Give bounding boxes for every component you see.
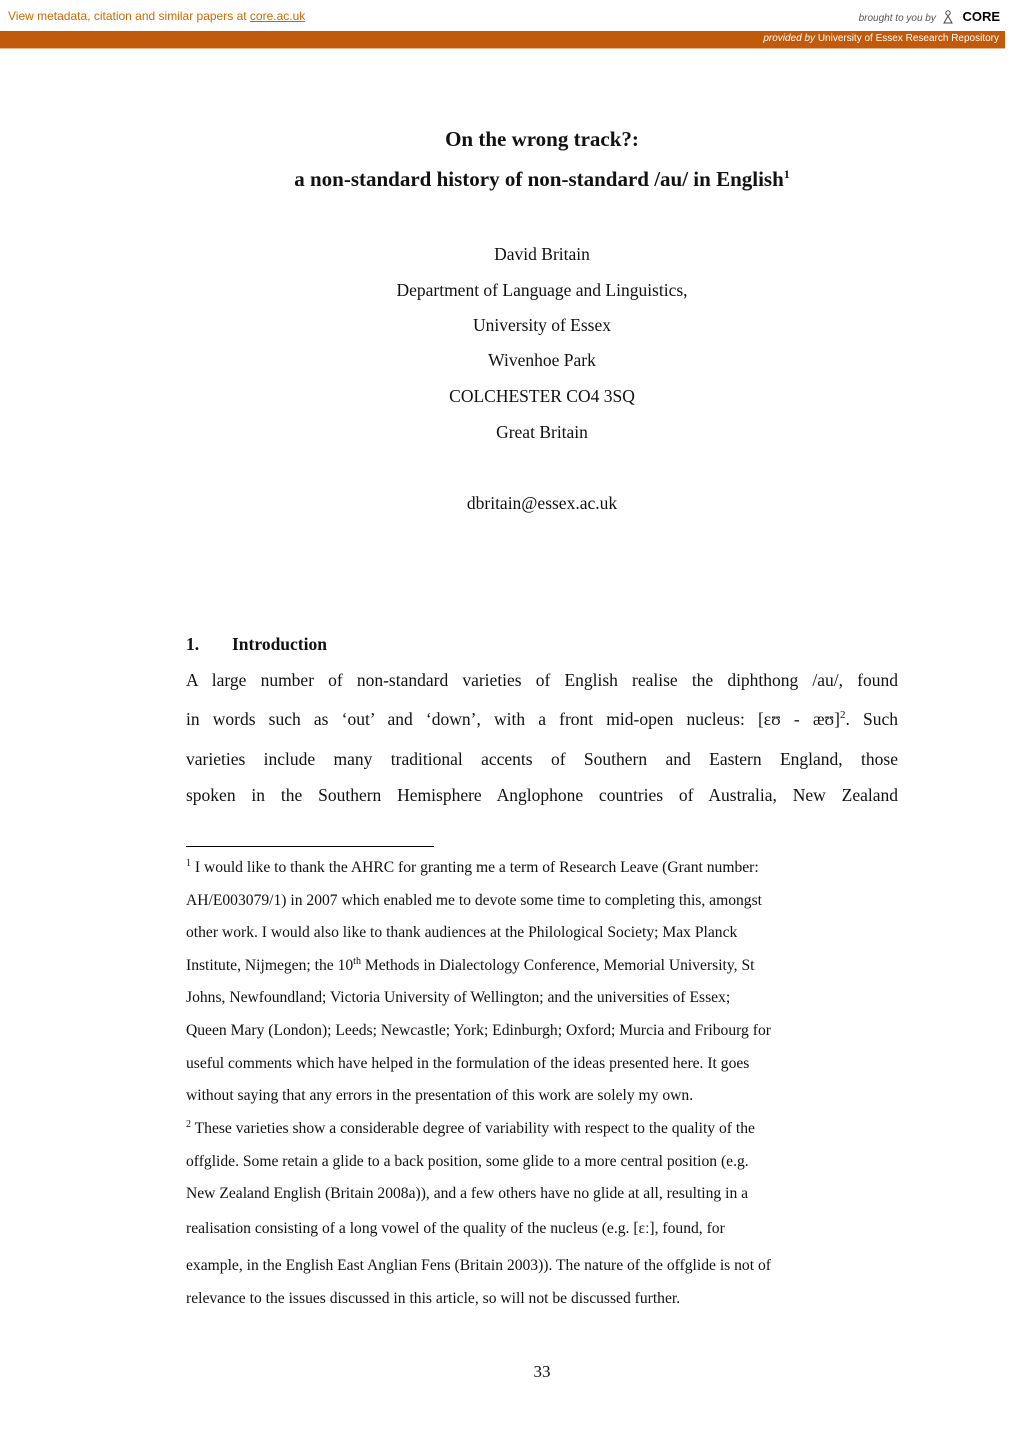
footnote-1-text-4a: Institute, Nijmegen; the 10 xyxy=(186,957,354,974)
provider-text xyxy=(763,33,999,44)
core-banner xyxy=(0,0,1020,31)
footnote-1-text-1: I would like to thank the AHRC for granting me a term of Research Leave (Grant number: xyxy=(191,859,759,876)
title-line-1: On the wrong track?: xyxy=(445,127,639,151)
footnote-1-line-1 xyxy=(186,859,898,877)
core-brought-by xyxy=(859,9,1000,24)
author-university: University of Essex xyxy=(472,315,612,335)
footnote-1-line-8: without saying that any errors in the presentation of this work are solely my own. xyxy=(186,1087,694,1104)
author-email[interactable]: dbritain@essex.ac.uk xyxy=(466,493,618,513)
footnote-2-line-2: offglide. Some retain a glide to a back position, some glide to a more central position (e.g. xyxy=(186,1153,749,1170)
footnote-2-line-4: realisation consisting of a long vowel of the quality of the nucleus (e.g. [ɛː], found, for xyxy=(186,1220,725,1237)
footnote-1-line-5: Johns, Newfoundland; Victoria University of Wellington; and the universities of Essex; xyxy=(186,989,731,1006)
body-line-2-text: in words such as ‘out’ and ‘down’, with a front mid-open nucleus: [ɛʊ - æʊ] xyxy=(186,709,840,729)
title-footnote-mark[interactable]: 1 xyxy=(783,167,790,181)
author-address-2: COLCHESTER CO4 3SQ xyxy=(449,386,635,406)
footnote-2-line-5: example, in the English East Anglian Fens (Britain 2003)). The nature of the offglide is not of xyxy=(186,1257,771,1274)
footnote-1-mark: 1 xyxy=(186,857,191,869)
core-metadata-label: View metadata, citation and similar papers at xyxy=(8,9,250,23)
footnote-1-line-2: AH/E003079/1) in 2007 which enabled me to devote some time to completing this, amongst xyxy=(186,892,763,909)
core-logo-icon xyxy=(942,10,954,24)
body-line-2 xyxy=(186,709,898,730)
core-brand[interactable]: CORE xyxy=(962,9,1000,24)
footnote-2-text-1: These varieties show a considerable degree of variability with respect to the quality of the xyxy=(191,1120,755,1137)
brought-by-label: brought to you by xyxy=(858,13,936,24)
body-line-2-tail: . Such xyxy=(845,709,899,729)
provider-link[interactable]: University of Essex Research Repository xyxy=(817,33,999,44)
footnote-1-line-7: useful comments which have helped in the formulation of the ideas presented here. It goes xyxy=(186,1055,750,1072)
body-line-4: spoken in the Southern Hemisphere Anglophone countries of Australia, New Zealand xyxy=(186,785,898,805)
footnote-ref-2[interactable]: 2 xyxy=(839,709,846,722)
footnote-1-line-6: Queen Mary (London); Leeds; Newcastle; York; Edinburgh; Oxford; Murcia and Fribourg for xyxy=(186,1022,771,1039)
footnote-2-mark: 2 xyxy=(186,1118,191,1130)
core-metadata-text xyxy=(8,9,305,23)
footnote-2-line-3: New Zealand English (Britain 2008a)), and a few others have no glide at all, resulting in a xyxy=(186,1185,749,1202)
author-address-1: Wivenhoe Park xyxy=(488,350,596,370)
author-country: Great Britain xyxy=(496,422,588,442)
body-line-3: varieties include many traditional accents of Southern and Eastern England, those xyxy=(186,749,898,769)
author-department: Department of Language and Linguistics, xyxy=(396,280,688,300)
footnote-2-line-1 xyxy=(186,1120,898,1138)
section-heading xyxy=(186,634,327,655)
author-name: David Britain xyxy=(494,244,590,264)
provided-by-label: provided by xyxy=(763,33,816,44)
section-number: 1. xyxy=(186,634,200,654)
title-line-2 xyxy=(186,167,898,192)
footnote-1-text-4b: Methods in Dialectology Conference, Memorial University, St xyxy=(360,957,755,974)
body-line-1: A large number of non-standard varieties of English realise the diphthong /au/, found xyxy=(186,670,898,690)
core-link[interactable]: core.ac.uk xyxy=(249,9,306,23)
footnote-1-line-4 xyxy=(186,957,898,975)
core-provider-bar xyxy=(0,31,1005,48)
footnote-rule xyxy=(186,846,434,847)
footnote-2-line-6: relevance to the issues discussed in this article, so will not be discussed further. xyxy=(186,1290,681,1307)
page-number: 33 xyxy=(533,1362,551,1381)
banner-divider xyxy=(0,48,1005,49)
footnote-1-line-3: other work. I would also like to thank audiences at the Philological Society; Max Planck xyxy=(186,924,738,941)
section-title: Introduction xyxy=(232,634,327,654)
title-text: a non-standard history of non-standard /au/ in English xyxy=(294,167,784,191)
footnote-1-ordinal: th xyxy=(353,955,361,967)
